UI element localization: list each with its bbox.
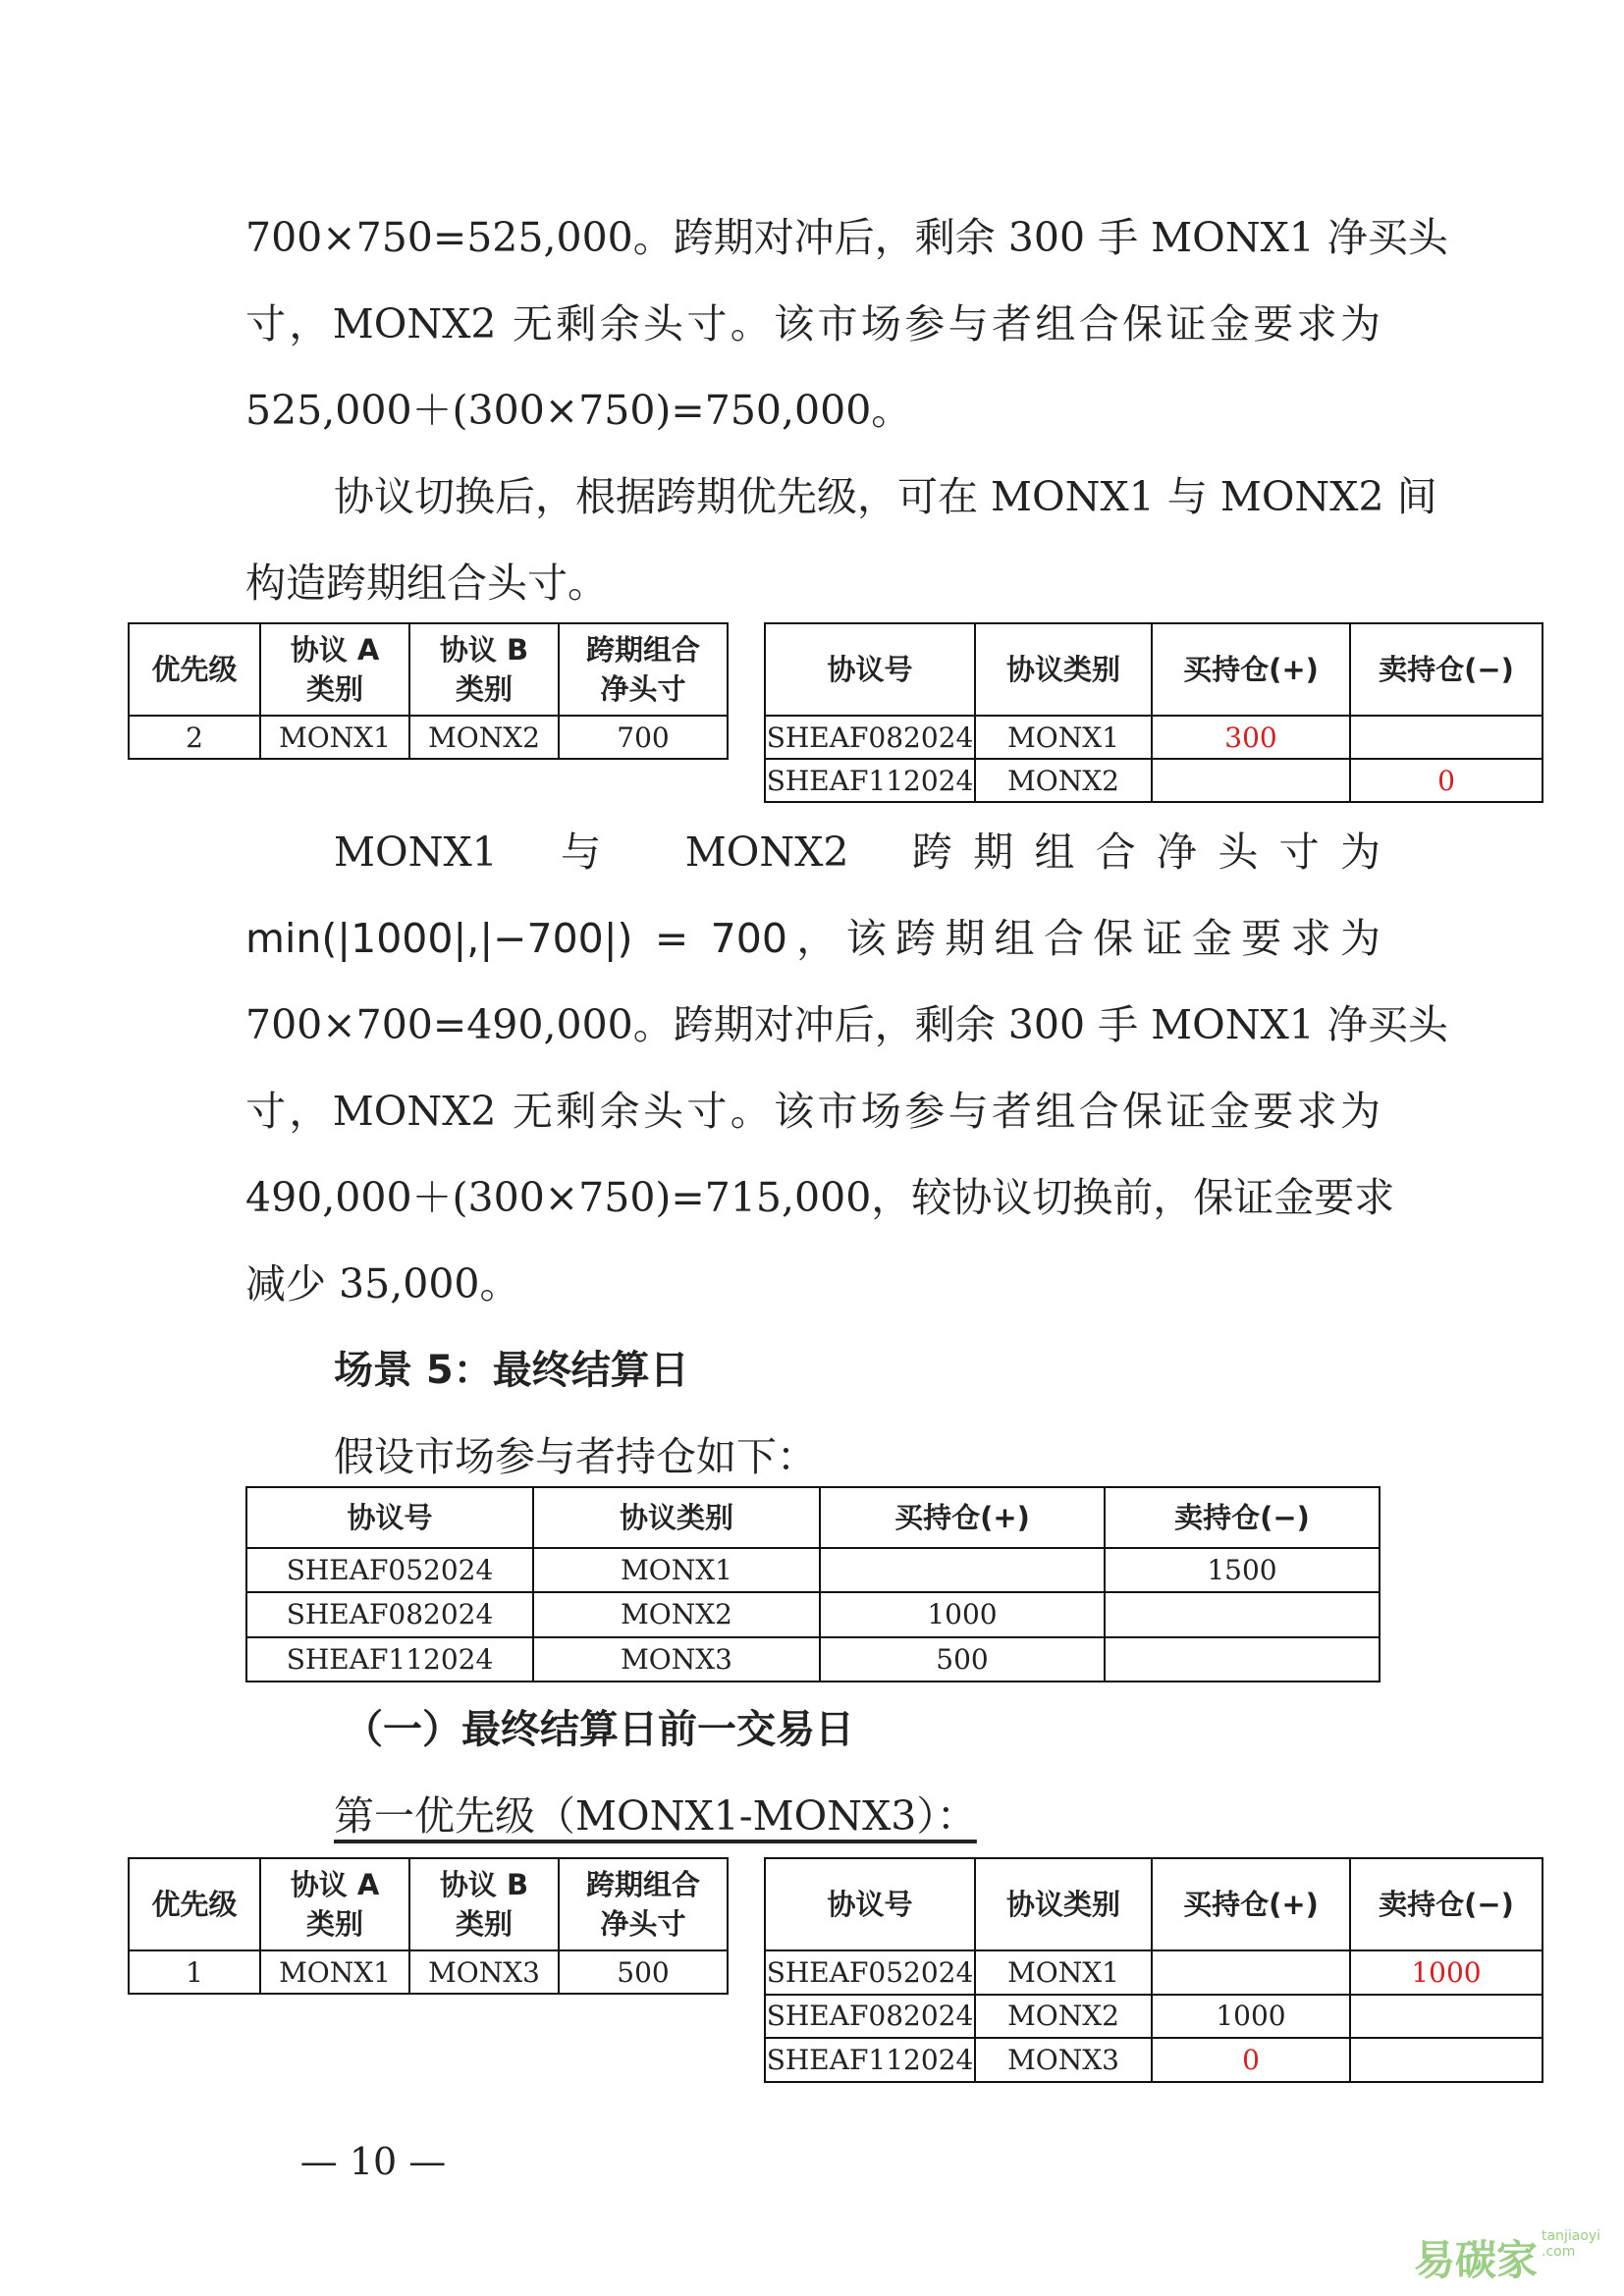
cell-priority: 2	[129, 716, 260, 759]
body-text-line: min(|1000|,|−700|) = 700，该跨期组合保证金要求为	[245, 915, 1380, 962]
body-text-line: 假设市场参与者持仓如下：	[334, 1433, 817, 1480]
table-row	[129, 1950, 728, 1994]
cell-type-b: MONX3	[409, 1950, 559, 1994]
header-type-b: 协议 B 类别	[409, 623, 559, 716]
body-text-line: 协议切换后，根据跨期优先级，可在 MONX1 与 MONX2 间	[334, 473, 1437, 520]
header-buy: 买持仓(+)	[1152, 1858, 1350, 1950]
header-net-position: 跨期组合 净头寸	[559, 623, 728, 716]
cell-buy	[820, 1548, 1105, 1592]
body-text-line: 700×700=490,000。跨期对冲后，剩余 300 手 MONX1 净买头	[245, 1001, 1448, 1048]
cell-sell	[1350, 716, 1543, 759]
body-text-line: 700×750=525,000。跨期对冲后，剩余 300 手 MONX1 净买头	[245, 214, 1448, 261]
body-text-line: 525,000＋(300×750)=750,000。	[245, 387, 912, 434]
cell-sell	[1105, 1592, 1380, 1636]
cell-buy: 300	[1152, 716, 1350, 759]
body-text-line: 490,000＋(300×750)=715,000，较协议切换前，保证金要求	[245, 1174, 1395, 1221]
header-type: 协议类别	[975, 1858, 1152, 1950]
cell-type: MONX1	[975, 1950, 1152, 1995]
page-number: — 10 —	[299, 2140, 447, 2183]
cell-contract: SHEAF082024	[765, 716, 975, 759]
cell-type: MONX1	[975, 716, 1152, 759]
header-type-b: 协议 B 类别	[409, 1858, 559, 1950]
header-priority: 优先级	[129, 1858, 260, 1950]
cell-buy: 1000	[1152, 1995, 1350, 2039]
cell-type: MONX2	[533, 1592, 820, 1636]
subsection-heading: （一）最终结算日前一交易日	[344, 1707, 854, 1752]
spread-combination-table	[128, 622, 729, 760]
watermark-logo: 易碳家 tanjiaoyi .com	[1414, 2228, 1601, 2284]
cell-type-b: MONX2	[409, 716, 559, 759]
cell-sell: 1000	[1350, 1950, 1543, 1995]
cell-contract: SHEAF112024	[765, 759, 975, 802]
holdings-table	[245, 1486, 1380, 1682]
spread-combination-table	[128, 1857, 729, 1995]
cell-sell: 1500	[1105, 1548, 1380, 1592]
cell-sell	[1350, 2038, 1543, 2082]
table-row	[765, 2038, 1543, 2082]
header-sell: 卖持仓(−)	[1350, 623, 1543, 716]
header-contract: 协议号	[765, 623, 975, 716]
body-text-line: 寸，MONX2 无剩余头寸。该市场参与者组合保证金要求为	[245, 300, 1380, 347]
cell-contract: SHEAF052024	[246, 1548, 533, 1592]
header-contract: 协议号	[246, 1487, 533, 1548]
cell-buy: 500	[820, 1637, 1105, 1682]
cell-buy: 0	[1152, 2038, 1350, 2082]
cell-net: 700	[559, 716, 728, 759]
body-text-line: 构造跨期组合头寸。	[245, 560, 608, 607]
body-text-line: 减少 35,000。	[245, 1260, 520, 1308]
table-row	[765, 759, 1543, 802]
cell-type: MONX3	[533, 1637, 820, 1682]
cell-type-a: MONX1	[260, 716, 409, 759]
header-type: 协议类别	[975, 623, 1152, 716]
header-type: 协议类别	[533, 1487, 820, 1548]
cell-contract: SHEAF052024	[765, 1950, 975, 1995]
header-type-a: 协议 A 类别	[260, 623, 409, 716]
header-net-position: 跨期组合 净头寸	[559, 1858, 728, 1950]
cell-buy	[1152, 759, 1350, 802]
min-formula: min(|1000|,|−700|) = 700	[245, 915, 787, 962]
cell-type: MONX3	[975, 2038, 1152, 2082]
cell-contract: SHEAF082024	[246, 1592, 533, 1636]
cell-sell: 0	[1350, 759, 1543, 802]
cell-type-a: MONX1	[260, 1950, 409, 1994]
cell-buy	[1152, 1950, 1350, 1995]
table-row	[765, 1995, 1543, 2039]
table-row	[246, 1592, 1380, 1636]
priority-label: 第一优先级（MONX1-MONX3）：	[334, 1792, 977, 1840]
header-sell: 卖持仓(−)	[1350, 1858, 1543, 1950]
header-sell: 卖持仓(−)	[1105, 1487, 1380, 1548]
section-heading: 场景 5：最终结算日	[334, 1348, 689, 1393]
cell-type: MONX2	[975, 759, 1152, 802]
table-row	[246, 1548, 1380, 1592]
table-row	[765, 716, 1543, 759]
cell-net: 500	[559, 1950, 728, 1994]
position-table	[764, 622, 1543, 803]
cell-type: MONX1	[533, 1548, 820, 1592]
cell-contract: SHEAF112024	[246, 1637, 533, 1682]
header-buy: 买持仓(+)	[820, 1487, 1105, 1548]
cell-buy: 1000	[820, 1592, 1105, 1636]
header-type-a: 协议 A 类别	[260, 1858, 409, 1950]
cell-type: MONX2	[975, 1995, 1152, 2039]
header-priority: 优先级	[129, 623, 260, 716]
table-row	[246, 1637, 1380, 1682]
cell-contract: SHEAF112024	[765, 2038, 975, 2082]
table-row	[129, 716, 728, 759]
table-row	[765, 1950, 1543, 1995]
cell-sell	[1350, 1995, 1543, 2039]
position-table	[764, 1857, 1543, 2083]
cell-sell	[1105, 1637, 1380, 1682]
body-text-line: 寸，MONX2 无剩余头寸。该市场参与者组合保证金要求为	[245, 1088, 1380, 1135]
cell-priority: 1	[129, 1950, 260, 1994]
header-buy: 买持仓(+)	[1152, 623, 1350, 716]
header-contract: 协议号	[765, 1858, 975, 1950]
body-text-line: MONX1 与 MONX2 跨期组合净头寸为	[334, 828, 1380, 876]
cell-contract: SHEAF082024	[765, 1995, 975, 2039]
